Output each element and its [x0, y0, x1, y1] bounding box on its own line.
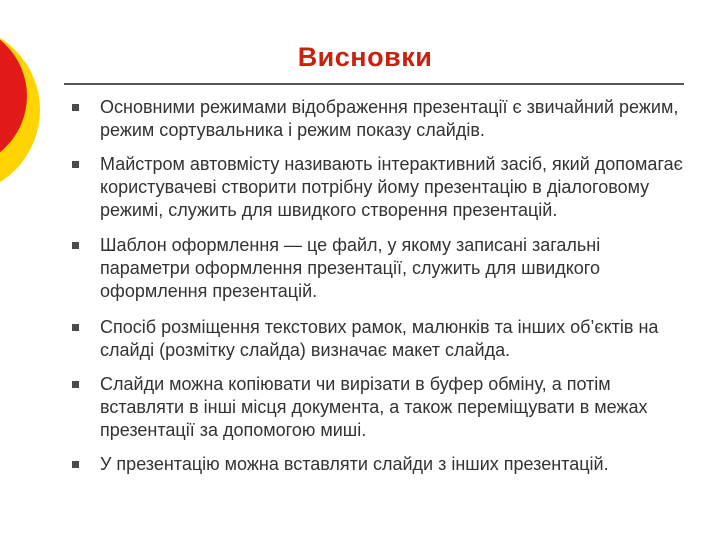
title-divider — [64, 83, 684, 85]
bullet-text: Основними режимами відображення презентації є звичайний режим, режим сортувальника і режим показу слайдів. — [100, 97, 679, 140]
bullet-item — [70, 453, 685, 476]
bullet-item — [70, 96, 685, 142]
bullet-text: Майстром автовмісту називають інтерактивний засіб, який допомагає користувачеві створити потрібну йому презентацію в діалоговому режимі, служить для швидкого створення презентацій. — [100, 154, 683, 220]
square-bullet-icon — [72, 381, 79, 388]
square-bullet-icon — [72, 242, 79, 249]
square-bullet-icon — [72, 324, 79, 331]
decorative-circles — [0, 0, 60, 220]
bullet-item — [70, 234, 685, 303]
bullet-text: Спосіб розміщення текстових рамок, малюнків та інших об’єктів на слайді (розмітку слайда) визначає макет слайда. — [100, 317, 659, 360]
square-bullet-icon — [72, 461, 79, 468]
square-bullet-icon — [72, 161, 79, 168]
bullet-text: Слайди можна копіювати чи вирізати в буфер обміну, а потім вставляти в інші місця документа, а також переміщувати в межах презентації за допомогою миші. — [100, 374, 648, 440]
bullet-list — [70, 96, 685, 487]
bullet-item — [70, 316, 685, 362]
bullet-item — [70, 373, 685, 442]
square-bullet-icon — [72, 104, 79, 111]
bullet-text: Шаблон оформлення — це файл, у якому записані загальні параметри оформлення презентації, служить для швидкого оформлення презентацій. — [100, 235, 601, 301]
bullet-item — [70, 153, 685, 222]
slide-title: Висновки — [297, 42, 433, 72]
bullet-text: У презентацію можна вставляти слайди з інших презентацій. — [100, 454, 609, 474]
